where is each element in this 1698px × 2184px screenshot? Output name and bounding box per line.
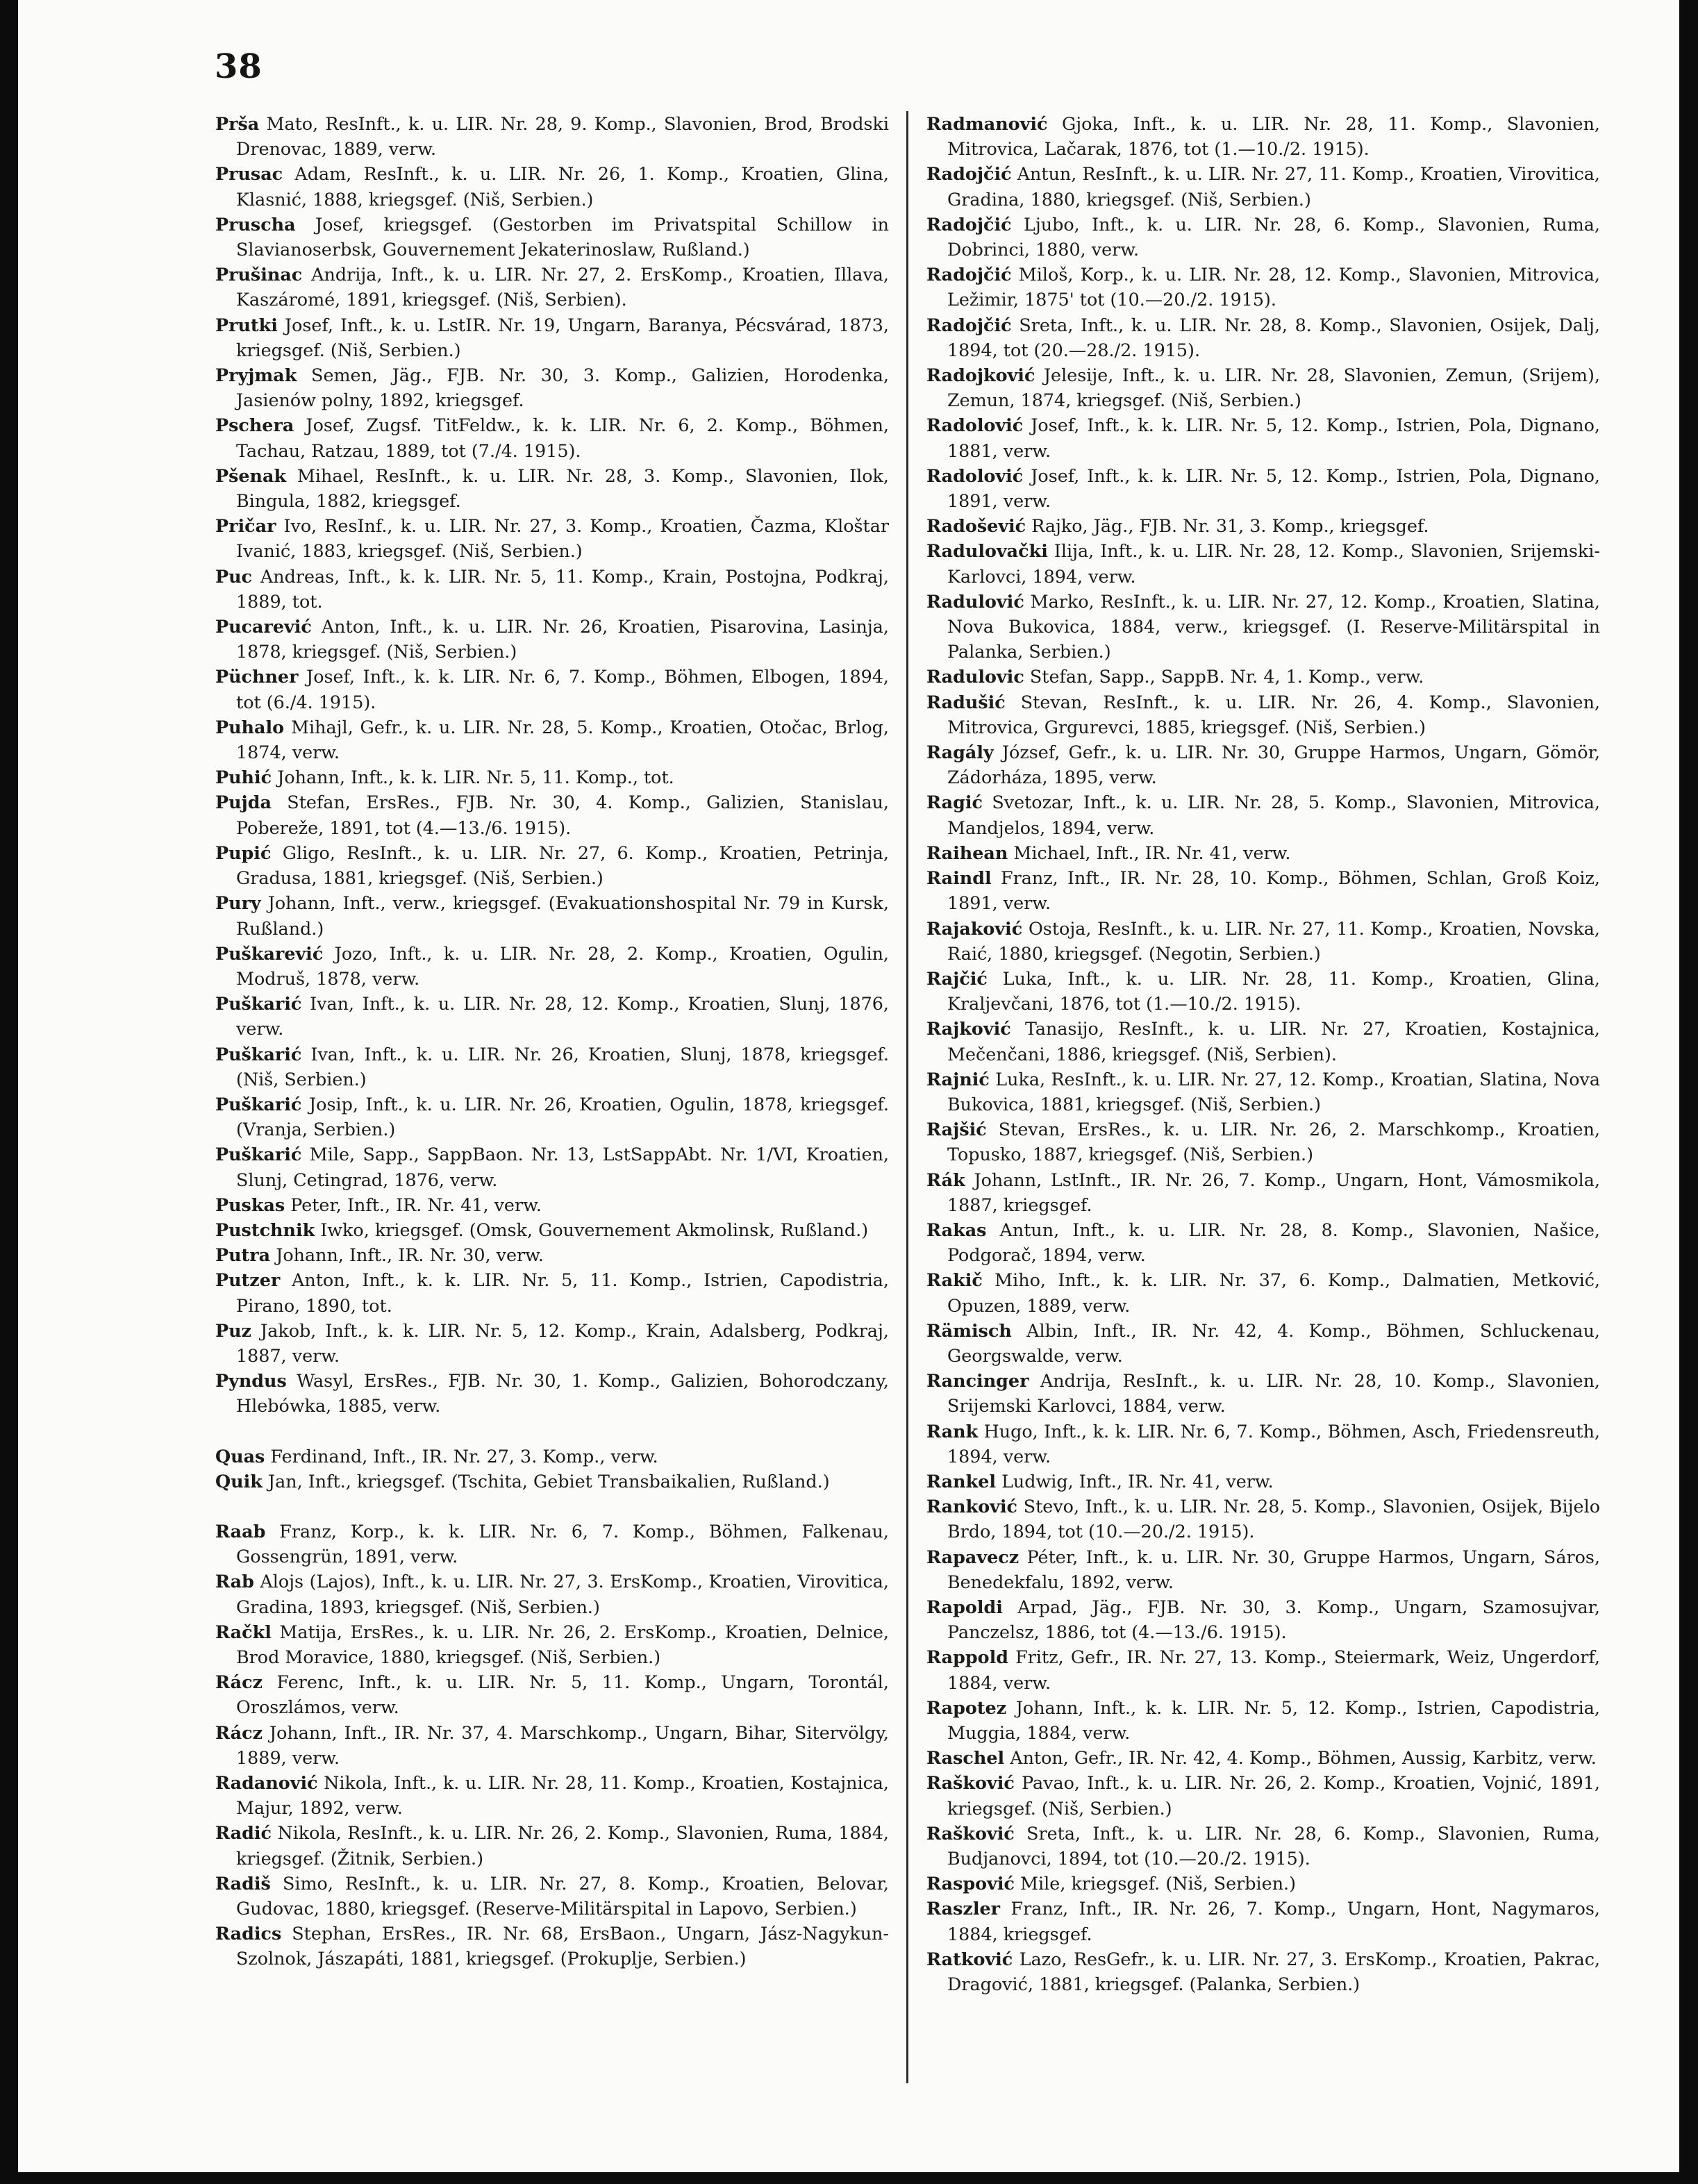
entry-details: Ludwig, Inft., IR. Nr. 41, verw.: [996, 1470, 1274, 1492]
list-entry: [215, 840, 889, 890]
entry-details: Sreta, Inft., k. u. LIR. Nr. 28, 6. Komp., Slavonien, Ruma, Budjanovci, 1894, tot (10.—20./2. 1915).: [947, 1822, 1600, 1869]
list-entry: [926, 1016, 1600, 1066]
entry-details: Stephan, ErsRes., IR. Nr. 68, ErsBaon., Ungarn, Jász-Nagykun-Szolnok, Jászapáti, 1881, kriegsgef. (Prokuplje, Serbien.): [236, 1923, 889, 1969]
list-entry: [926, 1419, 1600, 1469]
list-entry: [926, 212, 1600, 262]
entry-surname: Rank: [926, 1420, 979, 1442]
entry-surname: Putzer: [215, 1269, 281, 1291]
entry-details: Ostoja, ResInft., k. u. LIR. Nr. 27, 11. Komp., Kroatien, Novska, Raić, 1880, kriegsgef. (Negotin, Serbien.): [947, 917, 1600, 964]
list-entry: [926, 161, 1600, 211]
entry-details: Antun, Inft., k. u. LIR. Nr. 28, 8. Komp., Slavonien, Našice, Podgorač, 1894, verw.: [947, 1219, 1600, 1266]
list-entry: [215, 463, 889, 513]
entry-details: Johann, Inft., k. k. LIR. Nr. 5, 12. Komp., Istrien, Capodistria, Muggia, 1884, verw.: [947, 1697, 1600, 1743]
entry-surname: Ragić: [926, 792, 983, 813]
entry-details: Josef, Inft., k. k. LIR. Nr. 5, 12. Komp., Istrien, Pola, Dignano, 1881, verw.: [947, 415, 1600, 461]
entry-surname: Rajković: [926, 1018, 1011, 1040]
entry-surname: Rämisch: [926, 1319, 1012, 1341]
entry-details: Miloš, Korp., k. u. LIR. Nr. 28, 12. Komp., Slavonien, Mitrovica, Ležimir, 1875' tot (10.—20./2. 1915).: [947, 264, 1600, 310]
entry-surname: Rakič: [926, 1269, 983, 1291]
entry-details: Stevan, ResInft., k. u. LIR. Nr. 26, 4. Komp., Slavonien, Mitrovica, Grgurevci, 1885, kriegsgef. (Niš, Serbien.): [947, 691, 1600, 737]
entry-surname: Radanović: [215, 1772, 318, 1793]
entry-surname: Rancinger: [926, 1370, 1029, 1392]
entry-surname: Rab: [215, 1571, 254, 1592]
entry-surname: Radulovački: [926, 540, 1048, 562]
list-entry: [215, 1519, 889, 1569]
list-entry: [215, 614, 889, 664]
entry-details: Anton, Gefr., IR. Nr. 42, 4. Komp., Böhmen, Aussig, Karbitz, verw.: [1004, 1747, 1597, 1769]
entry-surname: Putra: [215, 1244, 271, 1266]
entry-details: Stefan, Sapp., SappB. Nr. 4, 1. Komp., verw.: [1024, 666, 1424, 687]
entry-surname: Puškarić: [215, 993, 302, 1015]
list-entry: [926, 840, 1600, 865]
entry-details: Luka, ResInft., k. u. LIR. Nr. 27, 12. Komp., Kroatian, Slatina, Nova Bukovica, 1881, kriegsgef. (Niš, Serbien.): [947, 1068, 1600, 1115]
list-entry: [926, 1821, 1600, 1871]
entry-details: Jakob, Inft., k. k. LIR. Nr. 5, 12. Komp., Krain, Adalsberg, Podkraj, 1887, verw.: [236, 1319, 889, 1366]
entry-surname: Rajšić: [926, 1119, 987, 1140]
entry-details: Marko, ResInft., k. u. LIR. Nr. 27, 12. Komp., Kroatien, Slatina, Nova Bukovica, 1884, verw., kriegsgef. (I. Reserve-Militärspital in Palanka, Serbien.): [947, 590, 1600, 662]
list-entry: [926, 690, 1600, 740]
entry-details: Stevo, Inft., k. u. LIR. Nr. 28, 5. Komp., Slavonien, Osijek, Bijelo Brdo, 1894, tot (10.—20./2. 1915).: [947, 1496, 1600, 1542]
entry-surname: Prša: [215, 113, 260, 134]
list-entry: [215, 941, 889, 991]
entry-surname: Raschel: [926, 1747, 1005, 1769]
list-entry: [215, 1720, 889, 1770]
entry-surname: Puškarić: [215, 1093, 302, 1115]
section-gap: [215, 1419, 889, 1444]
list-entry: [215, 1267, 889, 1317]
list-entry: [926, 664, 1600, 689]
entry-surname: Pustchnik: [215, 1219, 315, 1240]
entry-details: Josef, kriegsgef. (Gestorben im Privatspital Schillow in Slavianoserbsk, Gouvernement Jekaterinoslaw, Rußland.): [236, 213, 889, 260]
list-entry: [215, 890, 889, 940]
list-entry: [926, 916, 1600, 966]
entry-surname: Radić: [215, 1822, 272, 1844]
entry-surname: Raindl: [926, 867, 992, 889]
list-entry: [926, 966, 1600, 1016]
list-entry: [926, 463, 1600, 513]
entry-details: Hugo, Inft., k. k. LIR. Nr. 6, 7. Komp., Böhmen, Asch, Friedensreuth, 1894, verw.: [947, 1420, 1600, 1467]
list-entry: [926, 1469, 1600, 1494]
list-entry: [215, 1318, 889, 1368]
list-entry: [215, 362, 889, 412]
entry-details: Josef, Inft., k. k. LIR. Nr. 5, 12. Komp., Istrien, Pola, Dignano, 1891, verw.: [947, 465, 1600, 512]
entry-surname: Raspović: [926, 1873, 1015, 1894]
entry-surname: Radmanović: [926, 113, 1048, 134]
entry-details: Iwko, kriegsgef. (Omsk, Gouvernement Akmolinsk, Rußland.): [315, 1219, 869, 1240]
entry-details: Lazo, ResGefr., k. u. LIR. Nr. 27, 3. ErsKomp., Kroatien, Pakrac, Dragović, 1881, kriegsgef. (Palanka, Serbien.): [947, 1948, 1600, 1995]
entry-details: Mihajl, Gefr., k. u. LIR. Nr. 28, 5. Komp., Kroatien, Otočac, Brlog, 1874, verw.: [236, 716, 889, 763]
entry-details: Gligo, ResInft., k. u. LIR. Nr. 27, 6. Komp., Kroatien, Petrinja, Gradusa, 1881, kriegsgef. (Niš, Serbien.): [236, 842, 889, 889]
entry-surname: Puz: [215, 1319, 251, 1341]
entry-surname: Pupić: [215, 842, 272, 863]
entry-details: Jan, Inft., kriegsgef. (Tschita, Gebiet Transbaikalien, Rußland.): [262, 1470, 830, 1492]
entry-details: Nikola, Inft., k. u. LIR. Nr. 28, 11. Komp., Kroatien, Kostajnica, Majur, 1892, verw.: [236, 1772, 889, 1819]
entry-details: Adam, ResInft., k. u. LIR. Nr. 26, 1. Komp., Kroatien, Glina, Klasnić, 1888, kriegsgef. (Niš, Serbien.): [236, 163, 889, 210]
entry-details: Josef, Inft., k. k. LIR. Nr. 6, 7. Komp., Böhmen, Elbogen, 1894, tot (6./4. 1915).: [236, 666, 889, 712]
entry-details: Johann, Inft., k. k. LIR. Nr. 5, 11. Komp., tot.: [272, 767, 674, 788]
section-gap: [215, 1494, 889, 1519]
entry-surname: Rakas: [926, 1219, 987, 1240]
entry-details: Stefan, ErsRes., FJB. Nr. 30, 4. Komp., Galizien, Stanislau, Pobereže, 1891, tot (4.—13./6. 1915).: [236, 792, 889, 838]
list-entry: [215, 790, 889, 840]
entry-surname: Püchner: [215, 666, 299, 687]
entry-details: Alojs (Lajos), Inft., k. u. LIR. Nr. 27, 3. ErsKomp., Kroatien, Virovitica, Gradina, 1893, kriegsgef. (Niš, Serbien.): [236, 1571, 889, 1617]
list-entry: [926, 513, 1600, 538]
list-entry: [215, 1619, 889, 1669]
entry-details: Mile, Sapp., SappBaon. Nr. 13, LstSappAbt. Nr. 1/VI, Kroatien, Slunj, Cetingrad, 1876, verw.: [236, 1144, 889, 1190]
list-entry: [926, 1947, 1600, 1997]
entry-details: Matija, ErsRes., k. u. LIR. Nr. 26, 2. ErsKomp., Kroatien, Delnice, Brod Moravice, 1880, kriegsgef. (Niš, Serbien.): [236, 1621, 889, 1667]
entry-surname: Pšenak: [215, 465, 287, 486]
entry-details: Ivan, Inft., k. u. LIR. Nr. 26, Kroatien, Slunj, 1878, kriegsgef. (Niš, Serbien.): [236, 1043, 889, 1090]
list-entry: [926, 111, 1600, 161]
entry-details: Josip, Inft., k. u. LIR. Nr. 26, Kroatien, Ogulin, 1878, kriegsgef. (Vranja, Serbien.): [236, 1093, 889, 1140]
entry-details: Josef, Zugsf. TitFeldw., k. k. LIR. Nr. 6, 2. Komp., Böhmen, Tachau, Ratzau, 1889, tot (7./4. 1915).: [236, 415, 889, 461]
document-page: [18, 0, 1679, 2172]
list-entry: [926, 1117, 1600, 1167]
entry-details: Franz, Inft., IR. Nr. 28, 10. Komp., Böhmen, Schlan, Groß Koiz, 1891, verw.: [947, 867, 1600, 914]
entry-surname: Ratković: [926, 1948, 1013, 1969]
entry-surname: Quas: [215, 1445, 265, 1467]
list-entry: [926, 362, 1600, 412]
list-entry: [215, 1871, 889, 1921]
entry-details: Ivo, ResInf., k. u. LIR. Nr. 27, 3. Komp., Kroatien, Čazma, Kloštar Ivanić, 1883, kriegsgef. (Niš, Serbien.): [236, 515, 889, 562]
list-entry: [215, 1042, 889, 1092]
entry-surname: Pucarević: [215, 616, 312, 637]
list-entry: [215, 1192, 889, 1217]
entry-surname: Radulovic: [926, 666, 1024, 687]
entry-details: Peter, Inft., IR. Nr. 41, verw.: [285, 1194, 542, 1215]
list-entry: [926, 790, 1600, 840]
entry-surname: Radolović: [926, 415, 1024, 436]
entry-surname: Raszler: [926, 1898, 1001, 1919]
entry-details: Fritz, Gefr., IR. Nr. 27, 13. Komp., Steiermark, Weiz, Ungerdorf, 1884, verw.: [947, 1647, 1600, 1693]
list-entry: [215, 1669, 889, 1719]
list-entry: [215, 664, 889, 714]
entry-surname: Pujda: [215, 792, 272, 813]
list-entry: [926, 740, 1600, 790]
entry-details: Tanasijo, ResInft., k. u. LIR. Nr. 27, Kroatien, Kostajnica, Mečenčani, 1886, kriegsgef. (Niš, Serbien).: [947, 1018, 1600, 1065]
entry-surname: Pruscha: [215, 213, 296, 235]
list-entry: [215, 1142, 889, 1192]
list-entry: [215, 1569, 889, 1619]
entry-details: Svetozar, Inft., k. u. LIR. Nr. 28, 5. Komp., Slavonien, Mitrovica, Mandjelos, 1894, verw.: [947, 792, 1600, 838]
entry-surname: Puškarić: [215, 1043, 302, 1065]
entry-surname: Rácz: [215, 1722, 263, 1743]
entry-details: Mile, kriegsgef. (Niš, Serbien.): [1014, 1873, 1297, 1894]
entry-details: Michael, Inft., IR. Nr. 41, verw.: [1008, 842, 1291, 863]
entry-details: Mihael, ResInft., k. u. LIR. Nr. 28, 3. Komp., Slavonien, Ilok, Bingula, 1882, kriegsgef.: [236, 465, 889, 512]
entry-details: Anton, Inft., k. k. LIR. Nr. 5, 11. Komp., Istrien, Capodistria, Pirano, 1890, tot.: [236, 1269, 889, 1316]
list-entry: [926, 1594, 1600, 1644]
entry-surname: Ranković: [926, 1496, 1017, 1517]
entry-details: Arpad, Jäg., FJB. Nr. 30, 3. Komp., Ungarn, Szamosujvar, Panczelsz, 1886, tot (4.—13./6. 1915).: [947, 1596, 1600, 1643]
entry-details: Jozo, Inft., k. u. LIR. Nr. 28, 2. Komp., Kroatien, Ogulin, Modruš, 1878, verw.: [236, 942, 889, 989]
list-entry: [215, 991, 889, 1041]
entry-details: Luka, Inft., k. u. LIR. Nr. 28, 11. Komp., Kroatien, Glina, Kraljevčani, 1876, tot (1.—10./2. 1915).: [947, 967, 1600, 1015]
entry-surname: Puhalo: [215, 716, 285, 737]
entry-surname: Pschera: [215, 415, 294, 436]
entry-surname: Raihean: [926, 842, 1008, 863]
entry-surname: Radušić: [926, 691, 1006, 712]
left-column: [215, 111, 889, 1972]
list-entry: [926, 1770, 1600, 1820]
entry-details: Semen, Jäg., FJB. Nr. 30, 3. Komp., Galizien, Horodenka, Jasienów polny, 1892, kriegsgef.: [236, 365, 889, 411]
entry-details: Ivan, Inft., k. u. LIR. Nr. 28, 12. Komp., Kroatien, Slunj, 1876, verw.: [236, 993, 889, 1040]
entry-surname: Radojčić: [926, 163, 1012, 185]
entry-surname: Radolović: [926, 465, 1024, 486]
entry-details: Sreta, Inft., k. u. LIR. Nr. 28, 8. Komp., Slavonien, Osijek, Dalj, 1894, tot (20.—28./2. 1915).: [947, 314, 1600, 360]
list-entry: [926, 1368, 1600, 1418]
list-entry: [215, 161, 889, 211]
entry-details: Anton, Inft., k. u. LIR. Nr. 26, Kroatien, Pisarovina, Lasinja, 1878, kriegsgef. (Niš, Serbien.): [236, 616, 889, 662]
entry-surname: Radojčić: [926, 264, 1012, 285]
entry-surname: Radulović: [926, 590, 1024, 612]
list-entry: [215, 312, 889, 362]
list-entry: [215, 111, 889, 161]
entry-surname: Rappold: [926, 1647, 1008, 1668]
entry-surname: Rapotez: [926, 1697, 1007, 1718]
entry-surname: Prušinac: [215, 264, 303, 285]
list-entry: [215, 1242, 889, 1267]
entry-details: Josef, Inft., k. u. LstIR. Nr. 19, Ungarn, Baranya, Pécsvárad, 1873, kriegsgef. (Niš, Serbien.): [236, 314, 889, 360]
page-number: 38: [215, 47, 263, 86]
list-entry: [926, 1267, 1600, 1317]
entry-surname: Rajaković: [926, 917, 1023, 939]
list-entry: [926, 1494, 1600, 1544]
entry-details: Johann, Inft., IR. Nr. 37, 4. Marschkomp., Ungarn, Bihar, Sitervölgy, 1889, verw.: [236, 1722, 889, 1768]
entry-surname: Rák: [926, 1169, 965, 1190]
entry-details: Johann, Inft., IR. Nr. 30, verw.: [270, 1244, 544, 1266]
entry-details: Jelesije, Inft., k. u. LIR. Nr. 28, Slavonien, Zemun, (Srijem), Zemun, 1874, kriegsgef. (Niš, Serbien.): [947, 365, 1600, 411]
list-entry: [926, 1871, 1600, 1896]
entry-surname: Radojčić: [926, 314, 1012, 335]
entry-details: Ferdinand, Inft., IR. Nr. 27, 3. Komp., verw.: [265, 1445, 658, 1467]
list-entry: [926, 1067, 1600, 1117]
entry-surname: Pyndus: [215, 1370, 287, 1392]
entry-details: Pavao, Inft., k. u. LIR. Nr. 26, 2. Komp., Kroatien, Vojnić, 1891, kriegsgef. (Niš, Serbien.): [947, 1772, 1600, 1819]
list-entry: [926, 312, 1600, 362]
entry-surname: Radics: [215, 1923, 282, 1944]
list-entry: [215, 765, 889, 790]
list-entry: [926, 262, 1600, 312]
list-entry: [926, 589, 1600, 665]
list-entry: [926, 1318, 1600, 1368]
entry-details: Rajko, Jäg., FJB. Nr. 31, 3. Komp., kriegsgef.: [1026, 515, 1429, 537]
entry-surname: Ragály: [926, 742, 994, 763]
list-entry: [926, 865, 1600, 915]
entry-details: Johann, Inft., verw., kriegsgef. (Evakuationshospital Nr. 79 in Kursk, Rußland.): [236, 892, 889, 939]
entry-details: Andrija, Inft., k. u. LIR. Nr. 27, 2. ErsKomp., Kroatien, Illava, Kaszáromé, 1891, kriegsgef. (Niš, Serbien).: [236, 264, 889, 310]
entry-surname: Puškarević: [215, 942, 324, 964]
list-entry: [215, 1770, 889, 1820]
right-column: [926, 111, 1600, 1997]
entry-details: Nikola, ResInft., k. u. LIR. Nr. 26, 2. Komp., Slavonien, Ruma, 1884, kriegsgef. (Žitnik, Serbien.): [236, 1822, 889, 1869]
list-entry: [926, 1695, 1600, 1745]
entry-surname: Radošević: [926, 515, 1026, 537]
entry-details: Ilija, Inft., k. u. LIR. Nr. 28, 12. Komp., Slavonien, Srijemski-Karlovci, 1894, verw.: [947, 540, 1600, 587]
entry-surname: Raab: [215, 1520, 266, 1542]
entry-details: Albin, Inft., IR. Nr. 42, 4. Komp., Böhmen, Schluckenau, Georgswalde, verw.: [947, 1319, 1600, 1366]
list-entry: [215, 513, 889, 563]
entry-surname: Rašković: [926, 1772, 1015, 1794]
entry-surname: Radojković: [926, 365, 1035, 386]
entry-details: Ferenc, Inft., k. u. LIR. Nr. 5, 11. Komp., Ungarn, Torontál, Oroszlámos, verw.: [236, 1672, 889, 1718]
list-entry: [926, 1745, 1600, 1770]
entry-details: Antun, ResInft., k. u. LIR. Nr. 27, 11. Komp., Kroatien, Virovitica, Gradina, 1880, kriegsgef. (Niš, Serbien.): [947, 163, 1600, 210]
entry-surname: Puskas: [215, 1194, 285, 1215]
entry-details: Wasyl, ErsRes., FJB. Nr. 30, 1. Komp., Galizien, Bohorodczany, Hlebówka, 1885, verw.: [236, 1370, 889, 1417]
entry-surname: Rácz: [215, 1672, 263, 1693]
entry-details: Stevan, ErsRes., k. u. LIR. Nr. 26, 2. Marschkomp., Kroatien, Topusko, 1887, kriegsgef. (Niš, Serbien.): [947, 1119, 1600, 1165]
entry-surname: Puškarić: [215, 1144, 302, 1165]
entry-details: Franz, Inft., IR. Nr. 26, 7. Komp., Ungarn, Hont, Nagymaros, 1884, kriegsgef.: [947, 1898, 1600, 1944]
entry-details: Franz, Korp., k. k. LIR. Nr. 6, 7. Komp., Böhmen, Falkenau, Gossengrün, 1891, verw.: [236, 1520, 889, 1567]
list-entry: [215, 1921, 889, 1971]
list-entry: [926, 412, 1600, 462]
entry-surname: Puhić: [215, 767, 272, 788]
entry-surname: Rapavecz: [926, 1546, 1019, 1567]
list-entry: [215, 1820, 889, 1870]
entry-details: Ljubo, Inft., k. u. LIR. Nr. 28, 6. Komp., Slavonien, Ruma, Dobrinci, 1880, verw.: [947, 213, 1600, 260]
list-entry: [926, 1544, 1600, 1594]
list-entry: [215, 1368, 889, 1418]
list-entry: [215, 1469, 889, 1494]
list-entry: [926, 1167, 1600, 1217]
entry-details: Mato, ResInft., k. u. LIR. Nr. 28, 9. Komp., Slavonien, Brod, Brodski Drenovac, 1889, verw.: [236, 113, 889, 160]
entry-surname: Prusac: [215, 163, 283, 185]
entry-surname: Rajčić: [926, 967, 988, 989]
entry-surname: Račkl: [215, 1621, 272, 1642]
entry-surname: Radojčić: [926, 213, 1012, 235]
entry-surname: Prutki: [215, 314, 278, 335]
entry-surname: Pričar: [215, 515, 276, 537]
list-entry: [215, 1217, 889, 1242]
entry-surname: Puc: [215, 565, 253, 587]
list-entry: [926, 1896, 1600, 1946]
list-entry: [215, 1092, 889, 1142]
entry-details: Gjoka, Inft., k. u. LIR. Nr. 28, 11. Komp., Slavonien, Mitrovica, Lačarak, 1876, tot (1.—10./2. 1915).: [947, 113, 1600, 160]
column-divider: [906, 111, 908, 2083]
entry-details: Péter, Inft., k. u. LIR. Nr. 30, Gruppe Harmos, Ungarn, Sáros, Benedekfalu, 1892, verw.: [947, 1546, 1600, 1592]
entry-surname: Rapoldi: [926, 1596, 1003, 1617]
list-entry: [215, 1444, 889, 1469]
entry-details: Andrija, ResInft., k. u. LIR. Nr. 28, 10. Komp., Slavonien, Srijemski Karlovci, 1884, verw.: [947, 1370, 1600, 1417]
list-entry: [926, 1644, 1600, 1694]
list-entry: [215, 262, 889, 312]
entry-surname: Rašković: [926, 1822, 1015, 1844]
entry-surname: Pury: [215, 892, 261, 914]
list-entry: [926, 1217, 1600, 1267]
entry-surname: Rajnić: [926, 1068, 990, 1090]
entry-details: Simo, ResInft., k. u. LIR. Nr. 27, 8. Komp., Kroatien, Belovar, Gudovac, 1880, kriegsgef. (Reserve-Militärspital in Lapovo, Serbien.): [236, 1872, 889, 1919]
list-entry: [215, 212, 889, 262]
entry-surname: Quik: [215, 1470, 263, 1492]
entry-details: Johann, LstInft., IR. Nr. 26, 7. Komp., Ungarn, Hont, Vámosmikola, 1887, kriegsgef.: [947, 1169, 1600, 1215]
entry-surname: Rankel: [926, 1470, 996, 1492]
entry-details: Andreas, Inft., k. k. LIR. Nr. 5, 11. Komp., Krain, Postojna, Podkraj, 1889, tot.: [236, 565, 889, 612]
entry-details: József, Gefr., k. u. LIR. Nr. 30, Gruppe Harmos, Ungarn, Gömör, Zádorháza, 1895, verw.: [947, 742, 1600, 788]
entry-surname: Radiš: [215, 1872, 271, 1894]
list-entry: [215, 715, 889, 765]
entry-surname: Pryjmak: [215, 365, 297, 386]
list-entry: [215, 412, 889, 462]
list-entry: [926, 538, 1600, 588]
list-entry: [215, 564, 889, 614]
entry-details: Miho, Inft., k. k. LIR. Nr. 37, 6. Komp., Dalmatien, Metković, Opuzen, 1889, verw.: [947, 1269, 1600, 1316]
